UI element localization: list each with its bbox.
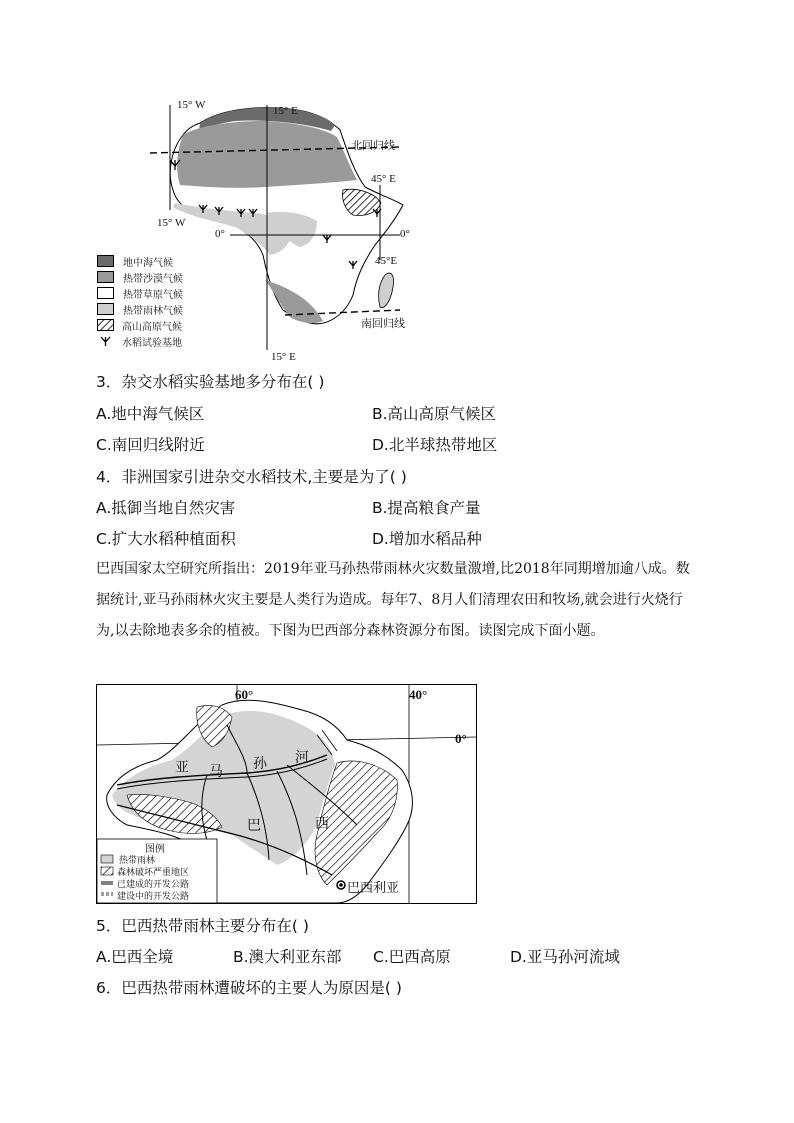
legend-label: 热带沙漠气候 <box>123 273 183 285</box>
q4-option-a[interactable]: A.抵御当地自然灾害 <box>96 499 236 517</box>
legend-label: 热带雨林气候 <box>123 305 183 317</box>
label-eq-right: 0° <box>400 228 410 240</box>
legend-swatch <box>97 319 114 331</box>
label-he: 河 <box>295 750 309 766</box>
q4-stem: 4．非洲国家引进杂交水稻技术,主要是为了( ) <box>96 468 407 486</box>
q4-option-d[interactable]: D.增加水稻品种 <box>372 530 482 548</box>
label-brasilia: 巴西利亚 <box>347 881 400 896</box>
q3-stem: 3．杂交水稻实验基地多分布在( ) <box>96 373 325 391</box>
q3-option-c[interactable]: C.南回归线附近 <box>96 436 205 454</box>
q3-option-b[interactable]: B.高山高原气候区 <box>372 405 497 423</box>
africa-legend <box>97 253 183 349</box>
q6-stem: 6．巴西热带雨林遭破坏的主要人为原因是( ) <box>96 979 402 997</box>
legend-swatch <box>97 255 114 267</box>
legend-item <box>97 253 183 269</box>
brazil-legend-title: 图例 <box>145 844 165 855</box>
label-45e-top: 45° E <box>371 173 396 185</box>
label-15w-bottom: 15° W <box>157 217 186 229</box>
brazil-legend-rainforest: 热带雨林 <box>119 856 156 866</box>
label-sun: 孙 <box>253 756 267 772</box>
legend-label: 水稻试验基地 <box>122 337 182 349</box>
legend-item <box>97 317 183 333</box>
africa-climate-map <box>95 95 415 365</box>
brazil-forest-map <box>96 684 477 904</box>
label-45e-bottom: 45°E <box>375 255 398 267</box>
brazil-legend-road-building: 建设中的开发公路 <box>117 892 190 902</box>
label-ba: 巴 <box>247 818 261 834</box>
label-ma: 马 <box>209 764 223 780</box>
label-eq-left: 0° <box>215 228 225 240</box>
label-15e-bottom: 15° E <box>271 351 296 363</box>
brazil-legend-road-built: 已建成的开发公路 <box>117 880 190 890</box>
legend-label: 地中海气候 <box>123 257 173 269</box>
passage: 巴西国家太空研究所指出：2019年亚马孙热带雨林火灾数量激增,比2018年同期增加逾八成。数据统计,亚马孙雨林火灾主要是人类行为造成。每年7、8月人们清理农田和牧场,就会进行火烧行为,以去除地表多余的植被。下图为巴西部分森林资源分布图。读图完成下面小题。 <box>96 561 690 639</box>
label-eq: 0° <box>455 731 467 746</box>
legend-item <box>97 269 183 285</box>
q5-option-b[interactable]: B.澳大利亚东部 <box>233 948 342 966</box>
q5-option-a[interactable]: A.巴西全境 <box>96 948 174 966</box>
label-15e-top: 15° E <box>273 105 298 117</box>
q5-stem: 5．巴西热带雨林主要分布在( ) <box>96 917 309 935</box>
legend-item <box>97 301 183 317</box>
legend-label: 热带草原气候 <box>123 289 183 301</box>
rice-icon <box>97 335 114 347</box>
q5-option-d[interactable]: D.亚马孙河流域 <box>510 948 620 966</box>
label-tropic-south: 南回归线 <box>361 318 405 330</box>
legend-item <box>97 285 183 301</box>
label-40: 40° <box>409 687 428 702</box>
label-ya: 亚 <box>175 760 189 776</box>
label-tropic-north: 北回归线 <box>351 140 395 152</box>
q3-option-a[interactable]: A.地中海气候区 <box>96 405 205 423</box>
q5-option-c[interactable]: C.巴西高原 <box>373 948 451 966</box>
legend-swatch <box>97 287 114 299</box>
legend-label: 高山高原气候 <box>122 321 182 333</box>
label-60: 60° <box>235 687 254 702</box>
legend-item <box>97 333 183 349</box>
label-15w-top: 15° W <box>177 99 206 111</box>
q4-option-c[interactable]: C.扩大水稻种植面积 <box>96 530 236 548</box>
legend-swatch <box>97 303 114 315</box>
q3-option-d[interactable]: D.北半球热带地区 <box>372 436 498 454</box>
brazil-legend-deforest: 森林破坏严重地区 <box>117 868 190 878</box>
label-xi: 西 <box>315 816 329 832</box>
legend-swatch <box>97 271 114 283</box>
q4-option-b[interactable]: B.提高粮食产量 <box>372 499 481 517</box>
